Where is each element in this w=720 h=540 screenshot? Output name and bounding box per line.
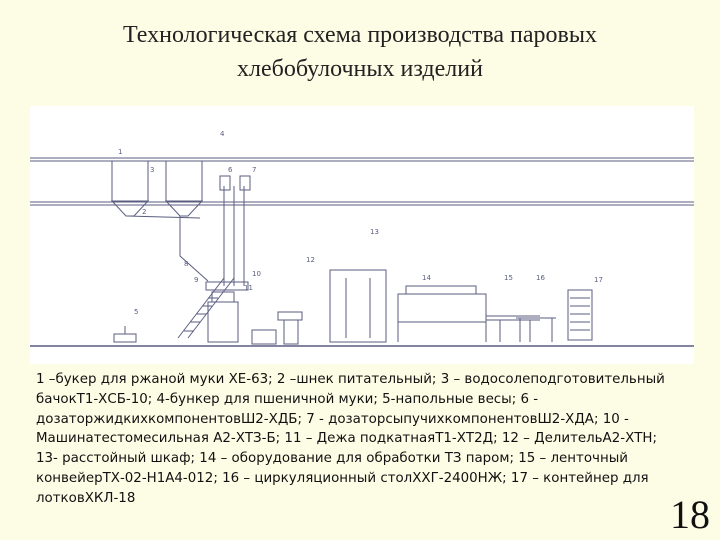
dough-trough — [252, 330, 276, 344]
callout-13: 13 — [370, 228, 379, 236]
callout-9: 9 — [194, 276, 199, 284]
dosing-tank-liquid — [220, 176, 230, 190]
flour-pipe — [180, 216, 208, 281]
callout-16: 16 — [536, 274, 545, 282]
proofing-cabinet — [330, 270, 386, 342]
dough-mixer — [208, 302, 238, 342]
callout-15: 15 — [504, 274, 513, 282]
page-number: 18 — [670, 492, 710, 537]
floor-scales — [114, 326, 136, 342]
callout-11: 11 — [244, 284, 253, 292]
callout-2: 2 — [142, 208, 147, 216]
steam-treatment-tunnel — [398, 286, 486, 342]
process-flow-scheme — [30, 106, 694, 364]
dosing-tank-bulk — [240, 176, 250, 190]
callout-1: 1 — [118, 148, 123, 156]
callout-10: 10 — [252, 270, 261, 278]
dough-mixer-top — [212, 292, 234, 302]
callout-17: 17 — [594, 276, 603, 284]
dough-divider — [278, 312, 302, 344]
mixer-platform — [206, 282, 248, 290]
callout-6: 6 — [228, 166, 233, 174]
screw-feeder — [126, 216, 200, 218]
belt-conveyor — [486, 316, 540, 342]
slide-title — [40, 18, 680, 86]
circulation-table — [516, 318, 556, 342]
tray-container — [568, 290, 592, 340]
callout-12: 12 — [306, 256, 315, 264]
title-line-1: Технологическая схема производства паровых — [123, 22, 597, 48]
flour-bunker-wheat — [166, 161, 202, 216]
callout-4: 4 — [220, 130, 225, 138]
title-line-2: хлебобулочных изделий — [237, 56, 483, 82]
callout-14: 14 — [422, 274, 431, 282]
legend-text: 1 –букер для ржаной муки ХЕ-63; 2 –шнек питательный; 3 – водосолеподготовительный бачокТ1-ХСБ-10; 4-бункер для пшеничной муки; 5-напольные весы; 6 - дозаторжидкихкомпонентовШ2-ХДБ; 7 - дозаторсыпучихкомпонентовШ2-ХДА; 10 - Машинатестомесильная А2-ХТЗ-Б; 11 – Дежа подкатнаяТ1-ХТ2Д; 12 – ДелительА2-ХТН; 13- расстойный шкаф; 14 – оборудование для обработки ТЗ паром; 15 – ленточный конвейерТХ-02-Н1А4-012; 16 – циркуляционный столХХГ-2400НЖ; 17 – контейнер для лотковХКЛ-18 — [36, 372, 665, 506]
callout-5: 5 — [134, 308, 139, 316]
callout-8: 8 — [184, 260, 189, 268]
callout-7: 7 — [252, 166, 257, 174]
callout-3: 3 — [150, 166, 155, 174]
